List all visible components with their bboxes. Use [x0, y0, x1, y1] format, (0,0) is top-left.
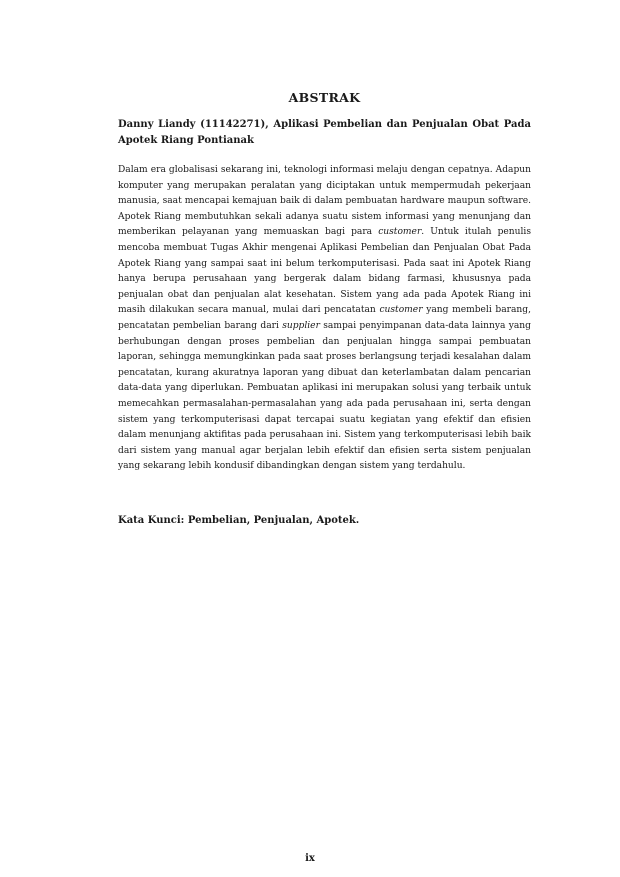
page-title: ABSTRAK — [288, 90, 361, 105]
abstract-text-part-3: yang membeli barang, pencatatan pembelian barang dari — [118, 305, 531, 331]
author-and-thesis-title: Danny Liandy (11142271), Aplikasi Pembelian dan Penjualan Obat Pada Apotek Riang Pontianak — [118, 119, 531, 146]
abstract-italic-term-customer-2: customer — [379, 305, 423, 316]
abstract-italic-term-customer: customer — [378, 227, 422, 238]
abstract-text-part-1: Dalam era globalisasi sekarang ini, teknologi informasi melaju dengan cepatnya. Adapun komputer yang merupakan peralatan yang diciptakan untuk mempermudah pekerjaan manusia, saat mencapai kemajuan baik di dalam pembuatan hardware maupun software. Apotek Riang membutuhkan sekali adanya suatu sistem informasi yang menunjang dan memberikan pelayanan yang memuaskan bagi para — [118, 165, 531, 238]
page-number: ix — [305, 853, 315, 864]
abstract-italic-term-supplier: supplier — [282, 320, 320, 331]
keywords: Kata Kunci: Pembelian, Penjualan, Apotek. — [118, 515, 360, 526]
abstract-text-part-2: . Untuk itulah penulis mencoba membuat Tugas Akhir mengenai Aplikasi Pembelian dan Penjualan Obat Pada Apotek Riang yang sampai saat ini belum terkomputerisasi. Pada saat ini Apotek Riang hanya berupa perusahaan yang bergerak dalam bidang farmasi, khususnya pada penjualan obat dan penjualan alat kesehatan. Sistem yang ada pada Apotek Riang ini masih dilakukan secara manual, mulai dari pencatatan — [118, 227, 531, 316]
abstract-text-part-4: sampai penyimpanan data-data lainnya yang berhubungan dengan proses pembelian dan penjualan hingga sampai pembuatan laporan, sehingga memungkinkan pada saat proses berlangsung terjadi kesalahan dalam pencatatan, kurang akuratnya laporan yang dibuat dan keterlambatan dalam pencarian data-data yang diperlukan. Pembuatan aplikasi ini merupakan solusi yang terbaik untuk memecahkan permasalahan-permasalahan yang ada pada perusahaan ini, serta dengan sistem yang terkomputerisasi dapat tercapai suatu kegiatan yang efektif dan efisien dalam menunjang aktifitas pada perusahaan ini. Sistem yang terkomputerisasi lebih baik dari sistem yang manual agar berjalan lebih efektif dan efisien serta sistem penjualan yang sekarang lebih kondusif dibandingkan dengan sistem yang terdahulu. — [118, 320, 531, 472]
abstract-body — [118, 163, 531, 475]
